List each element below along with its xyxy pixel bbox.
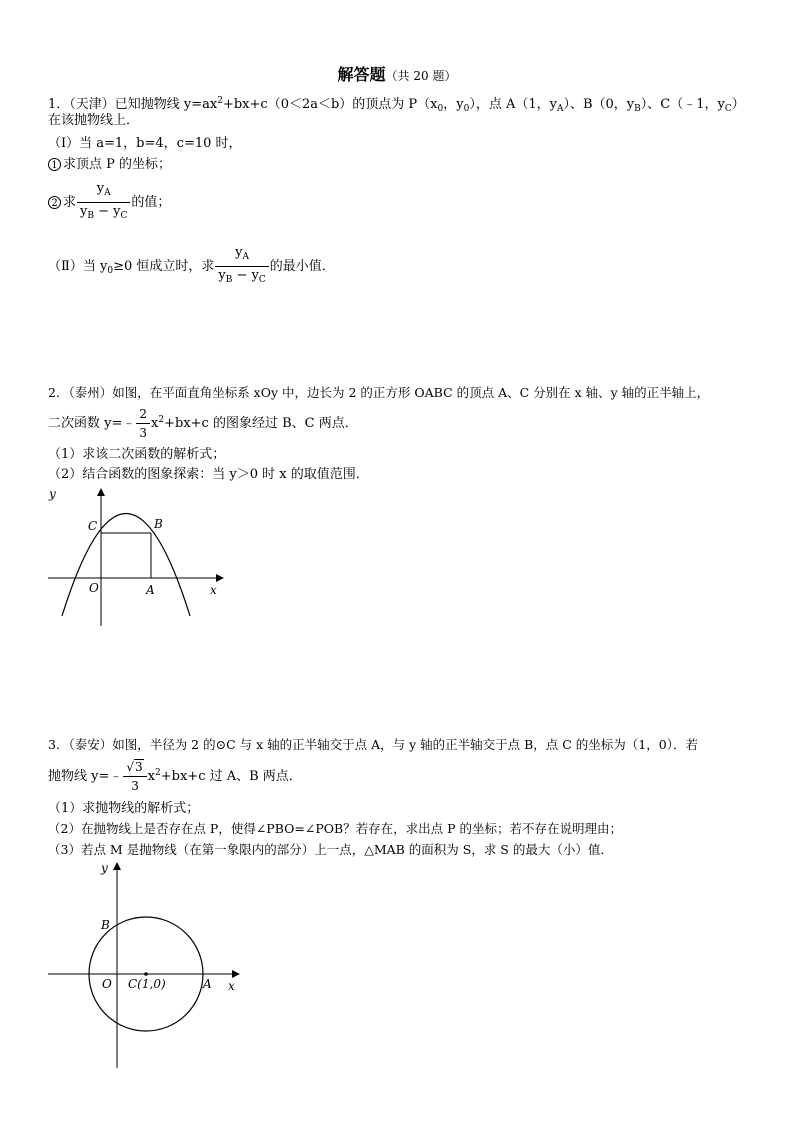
q2-part2: （2）结合函数的图象探索：当 y＞0 时 x 的取值范围． xyxy=(48,467,369,482)
q1-part2: （Ⅱ）当 $y_0\ge 0$ 恒成立时，求 $\frac{y_A}{y_B - y_C}$ 的最小值． xyxy=(48,244,335,289)
fraction: $\frac{y_A}{y_B - y_C}$ xyxy=(215,244,268,289)
y-axis-arrow xyxy=(97,488,105,496)
y-label: y xyxy=(49,487,56,501)
q3-line1: 3．（泰安）如图，半径为 2 的⊙C 与 x 轴的正半轴交于点 A，与 y 轴的正半轴交于点 B，点 C 的坐标为（1，0）．若 xyxy=(48,737,698,752)
title-main: 解答题 xyxy=(337,65,386,84)
point-c-label: C xyxy=(88,519,98,533)
title-sub: （共 20 题） xyxy=(385,69,457,83)
point-a-label: A xyxy=(146,583,155,597)
q2-part1: （1）求该二次函数的解析式； xyxy=(48,447,226,462)
center-c-label: C(1,0) xyxy=(128,977,166,991)
circled-number-2: 2 xyxy=(48,196,61,209)
fraction: $\frac{y_A}{y_B - y_C}$ xyxy=(77,180,130,225)
origin-label: O xyxy=(89,581,99,595)
q3-figure xyxy=(40,854,250,1070)
q1-line1: 1．（天津）已知抛物线 $y=ax^2+bx+c(0<2a<b)$的顶点为 $P(x_0$，$y_0$），点 A（1，$y_A$）、B（0，$y_B$）、C（﹣1，$y_C$） xyxy=(48,96,745,114)
q1-part1-item1: 1 求顶点 P 的坐标； xyxy=(48,156,171,174)
fraction: $\frac{2}{3}$ xyxy=(136,405,150,442)
q3-line2: 抛物线 y=﹣ $\frac{√3}{3}$ $x^2+bx+c$ 过 A、B 两点． xyxy=(48,760,302,793)
x-label: x xyxy=(228,979,235,993)
q1-line2: 在该抛物线上． xyxy=(48,113,140,128)
x-axis-arrow xyxy=(216,574,224,582)
point-b-label: B xyxy=(101,918,110,932)
q2-line1: 2．（泰州）如图，在平面直角坐标系 xOy 中，边长为 2 的正方形 OABC 的顶点 A、C 分别在 x 轴、y 轴的正半轴上， xyxy=(48,385,710,400)
q3-part1: （1）求抛物线的解析式； xyxy=(48,801,200,816)
center-point xyxy=(144,972,148,976)
x-label: x xyxy=(210,583,217,597)
section-title xyxy=(0,62,794,85)
q2-line2: 二次函数 y=﹣ $\frac{2}{3}$ $x^2+bx+c$ 的图象经过 B、C 两点． xyxy=(48,407,358,440)
y-axis-arrow xyxy=(113,862,121,870)
q2-figure xyxy=(40,482,230,630)
y-label: y xyxy=(101,861,108,875)
q1-part1: （Ⅰ）当 a=1，b=4，c=10 时， xyxy=(48,136,242,151)
q1-part1-item2: 2 求 $\frac{y_A}{y_B - y_C}$ 的值； xyxy=(48,180,170,225)
point-b-label: B xyxy=(154,517,163,531)
parabola xyxy=(62,514,190,617)
q3-part2: （2）在抛物线上是否存在点 P，使得∠PBO=∠POB？若存在，求出点 P 的坐标；若不存在说明理由； xyxy=(48,821,623,836)
origin-label: O xyxy=(102,977,112,991)
point-a-label: A xyxy=(203,977,212,991)
x-axis-arrow xyxy=(232,970,240,978)
q3-part3: （3）若点 M 是抛物线（在第一象限内的部分）上一点，△MAB 的面积为 S，求 S 的最大（小）值． xyxy=(48,842,613,857)
fraction: $\frac{√3}{3}$ xyxy=(123,758,146,795)
circled-number-1: 1 xyxy=(48,158,61,171)
